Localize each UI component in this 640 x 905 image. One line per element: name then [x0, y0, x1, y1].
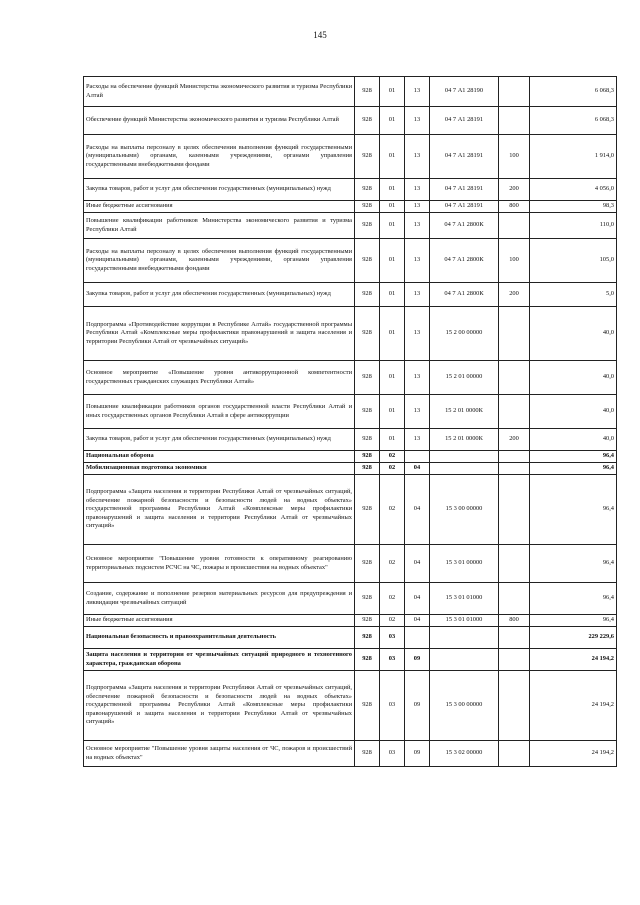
row-target-cell: 04 7 А1 2800К: [430, 239, 499, 283]
row-section-cell: 01: [380, 239, 405, 283]
row-expense-cell: [499, 627, 530, 649]
table-row: [84, 545, 617, 583]
row-code-cell: 928: [355, 451, 380, 463]
row-expense-cell: [499, 583, 530, 615]
row-code-cell: 928: [355, 283, 380, 307]
row-section-cell: 01: [380, 107, 405, 135]
table-row: [84, 213, 617, 239]
row-target-cell: [430, 649, 499, 671]
row-subsection-cell: 13: [405, 429, 430, 451]
row-code-cell: 928: [355, 463, 380, 475]
row-target-cell: 15 2 01 00000: [430, 361, 499, 395]
row-expense-cell: 100: [499, 239, 530, 283]
row-name-cell: Иные бюджетные ассигнования: [84, 201, 355, 213]
row-target-cell: 04 7 А1 28191: [430, 135, 499, 179]
table-row: [84, 671, 617, 741]
row-sum-cell: 229 229,6: [530, 627, 617, 649]
row-name-cell: Национальная оборона: [84, 451, 355, 463]
row-code-cell: 928: [355, 741, 380, 767]
row-code-cell: 928: [355, 429, 380, 451]
row-target-cell: 15 2 00 00000: [430, 307, 499, 361]
row-section-cell: 01: [380, 179, 405, 201]
row-subsection-cell: [405, 627, 430, 649]
row-subsection-cell: 13: [405, 239, 430, 283]
row-code-cell: 928: [355, 239, 380, 283]
row-code-cell: 928: [355, 615, 380, 627]
row-section-cell: 01: [380, 201, 405, 213]
row-target-cell: 04 7 А1 2800К: [430, 283, 499, 307]
table-row: [84, 239, 617, 283]
row-expense-cell: [499, 361, 530, 395]
row-sum-cell: 5,0: [530, 283, 617, 307]
row-name-cell: Национальная безопасность и правоохранительная деятельность: [84, 627, 355, 649]
row-expense-cell: [499, 213, 530, 239]
row-subsection-cell: 13: [405, 179, 430, 201]
table-row: [84, 283, 617, 307]
row-code-cell: 928: [355, 627, 380, 649]
row-sum-cell: 24 194,2: [530, 741, 617, 767]
row-expense-cell: 200: [499, 283, 530, 307]
row-code-cell: 928: [355, 475, 380, 545]
row-section-cell: 01: [380, 429, 405, 451]
row-expense-cell: 100: [499, 135, 530, 179]
table-row: [84, 615, 617, 627]
row-expense-cell: [499, 463, 530, 475]
row-expense-cell: [499, 395, 530, 429]
table-row: [84, 307, 617, 361]
page-number: 145: [313, 30, 327, 40]
row-section-cell: 02: [380, 451, 405, 463]
row-sum-cell: 96,4: [530, 475, 617, 545]
table-row: [84, 475, 617, 545]
row-subsection-cell: 13: [405, 213, 430, 239]
row-code-cell: 928: [355, 135, 380, 179]
row-sum-cell: 40,0: [530, 307, 617, 361]
row-section-cell: 02: [380, 615, 405, 627]
row-expense-cell: [499, 671, 530, 741]
table-row: [84, 107, 617, 135]
row-subsection-cell: 04: [405, 545, 430, 583]
row-sum-cell: 40,0: [530, 395, 617, 429]
row-subsection-cell: 13: [405, 361, 430, 395]
table-row: [84, 451, 617, 463]
table-row: [84, 627, 617, 649]
row-sum-cell: 96,4: [530, 615, 617, 627]
row-subsection-cell: 13: [405, 135, 430, 179]
row-subsection-cell: 09: [405, 671, 430, 741]
row-section-cell: 01: [380, 213, 405, 239]
row-target-cell: 15 3 01 01000: [430, 583, 499, 615]
row-sum-cell: 1 914,0: [530, 135, 617, 179]
row-sum-cell: 4 056,0: [530, 179, 617, 201]
row-section-cell: 02: [380, 475, 405, 545]
row-expense-cell: 800: [499, 201, 530, 213]
row-expense-cell: 800: [499, 615, 530, 627]
row-name-cell: Закупка товаров, работ и услуг для обеспечения государственных (муниципальных) нужд: [84, 429, 355, 451]
row-code-cell: 928: [355, 201, 380, 213]
row-name-cell: Основное мероприятие "Повышение уровня готовности к оперативному реагированию территориальных подсистем РСЧС на ЧС, пожары и происшествия на водных объектах": [84, 545, 355, 583]
row-section-cell: 03: [380, 741, 405, 767]
row-target-cell: 04 7 А1 2800К: [430, 213, 499, 239]
row-target-cell: 04 7 А1 28191: [430, 201, 499, 213]
row-target-cell: 15 2 01 0000К: [430, 429, 499, 451]
row-section-cell: 01: [380, 361, 405, 395]
table-row: [84, 135, 617, 179]
row-subsection-cell: 13: [405, 307, 430, 361]
row-subsection-cell: 13: [405, 395, 430, 429]
row-code-cell: 928: [355, 649, 380, 671]
row-subsection-cell: 04: [405, 615, 430, 627]
row-name-cell: Повышение квалификации работников Министерства экономического развития и туризма Республики Алтай: [84, 213, 355, 239]
row-name-cell: Расходы на выплаты персоналу в целях обеспечения выполнения функций государственными (муниципальными) органами, казенными учреждениями, органами управления государственными внебюджетными фондами: [84, 135, 355, 179]
row-name-cell: Мобилизационная подготовка экономики: [84, 463, 355, 475]
row-sum-cell: 40,0: [530, 429, 617, 451]
row-name-cell: Подпрограмма «Защита населения и территории Республики Алтай от чрезвычайных ситуаций, обеспечение пожарной безопасности и безопасности людей на водных объектах» государственной программы Республики Алтай «Комплексные меры профилактики правонарушений и защита населения и территории Республики Алтай от чрезвычайных ситуаций»: [84, 671, 355, 741]
budget-table: [83, 76, 617, 767]
row-code-cell: 928: [355, 213, 380, 239]
row-section-cell: 02: [380, 463, 405, 475]
row-section-cell: 01: [380, 283, 405, 307]
row-sum-cell: 24 194,2: [530, 671, 617, 741]
row-code-cell: 928: [355, 77, 380, 107]
table-row: [84, 583, 617, 615]
row-sum-cell: 96,4: [530, 451, 617, 463]
row-expense-cell: [499, 741, 530, 767]
row-sum-cell: 105,0: [530, 239, 617, 283]
table-row: [84, 77, 617, 107]
row-name-cell: Основное мероприятие "Повышение уровня защиты населения от ЧС, пожаров и происшествий на водных объектах": [84, 741, 355, 767]
row-section-cell: 01: [380, 395, 405, 429]
row-section-cell: 02: [380, 583, 405, 615]
row-section-cell: 03: [380, 627, 405, 649]
row-target-cell: 04 7 А1 28190: [430, 77, 499, 107]
row-subsection-cell: 04: [405, 463, 430, 475]
row-name-cell: Обеспечение функций Министерства экономического развития и туризма Республики Алтай: [84, 107, 355, 135]
row-name-cell: Основное мероприятие «Повышение уровня антикоррупционной компетентности государственных гражданских служащих Республики Алтай»: [84, 361, 355, 395]
table-row: [84, 463, 617, 475]
row-name-cell: Подпрограмма «Противодействие коррупции в Республике Алтай» государственной программы Республики Алтай «Комплексные меры профилактики правонарушений и защита населения и территории Республики Алтай от чрезвычайных ситуаций»: [84, 307, 355, 361]
row-expense-cell: [499, 107, 530, 135]
row-name-cell: Иные бюджетные ассигнования: [84, 615, 355, 627]
row-sum-cell: 24 194,2: [530, 649, 617, 671]
row-target-cell: 04 7 А1 28191: [430, 179, 499, 201]
row-sum-cell: 96,4: [530, 583, 617, 615]
table-row: [84, 649, 617, 671]
row-sum-cell: 40,0: [530, 361, 617, 395]
row-code-cell: 928: [355, 307, 380, 361]
row-name-cell: Закупка товаров, работ и услуг для обеспечения государственных (муниципальных) нужд: [84, 179, 355, 201]
row-target-cell: 15 2 01 0000К: [430, 395, 499, 429]
row-subsection-cell: 13: [405, 107, 430, 135]
row-sum-cell: 110,0: [530, 213, 617, 239]
budget-table-body: [84, 77, 617, 767]
row-subsection-cell: 13: [405, 283, 430, 307]
row-sum-cell: 6 068,3: [530, 107, 617, 135]
row-section-cell: 01: [380, 135, 405, 179]
row-code-cell: 928: [355, 107, 380, 135]
table-row: [84, 395, 617, 429]
row-name-cell: Подпрограмма «Защита населения и территории Республики Алтай от чрезвычайных ситуаций, обеспечение пожарной безопасности и безопасности людей на водных объектах» государственной программы Республики Алтай «Комплексные меры профилактики правонарушений и защита населения и территории Республики Алтай от чрезвычайных ситуаций»: [84, 475, 355, 545]
row-target-cell: 15 3 01 01000: [430, 615, 499, 627]
row-code-cell: 928: [355, 671, 380, 741]
row-section-cell: 03: [380, 649, 405, 671]
table-row: [84, 429, 617, 451]
table-row: [84, 361, 617, 395]
row-code-cell: 928: [355, 545, 380, 583]
row-subsection-cell: 13: [405, 201, 430, 213]
table-row: [84, 201, 617, 213]
row-code-cell: 928: [355, 395, 380, 429]
row-name-cell: Повышение квалификации работников органов государственной власти Республики Алтай и иных государственных органов Республики Алтай в сфере антикоррупции: [84, 395, 355, 429]
row-subsection-cell: [405, 451, 430, 463]
row-expense-cell: [499, 451, 530, 463]
row-expense-cell: [499, 307, 530, 361]
row-sum-cell: 96,4: [530, 463, 617, 475]
table-row: [84, 179, 617, 201]
row-expense-cell: [499, 77, 530, 107]
row-name-cell: Создание, содержание и пополнение резервов материальных ресурсов для предупреждения и ликвидации чрезвычайных ситуаций: [84, 583, 355, 615]
row-subsection-cell: 04: [405, 475, 430, 545]
row-target-cell: [430, 627, 499, 649]
row-code-cell: 928: [355, 361, 380, 395]
row-subsection-cell: 09: [405, 649, 430, 671]
row-section-cell: 01: [380, 77, 405, 107]
row-name-cell: Защита населения и территории от чрезвычайных ситуаций природного и техногенного характера, гражданская оборона: [84, 649, 355, 671]
row-sum-cell: 98,3: [530, 201, 617, 213]
row-subsection-cell: 13: [405, 77, 430, 107]
row-subsection-cell: 09: [405, 741, 430, 767]
row-name-cell: Расходы на обеспечение функций Министерства экономического развития и туризма Республики Алтай: [84, 77, 355, 107]
row-target-cell: [430, 463, 499, 475]
row-target-cell: 04 7 А1 28191: [430, 107, 499, 135]
row-expense-cell: [499, 545, 530, 583]
row-code-cell: 928: [355, 583, 380, 615]
row-target-cell: [430, 451, 499, 463]
row-name-cell: Закупка товаров, работ и услуг для обеспечения государственных (муниципальных) нужд: [84, 283, 355, 307]
row-subsection-cell: 04: [405, 583, 430, 615]
row-expense-cell: 200: [499, 179, 530, 201]
row-section-cell: 03: [380, 671, 405, 741]
table-row: [84, 741, 617, 767]
row-expense-cell: [499, 649, 530, 671]
row-sum-cell: 96,4: [530, 545, 617, 583]
row-target-cell: 15 3 02 00000: [430, 741, 499, 767]
row-code-cell: 928: [355, 179, 380, 201]
row-target-cell: 15 3 01 00000: [430, 545, 499, 583]
row-target-cell: 15 3 00 00000: [430, 475, 499, 545]
row-name-cell: Расходы на выплаты персоналу в целях обеспечения выполнения функций государственными (муниципальными) органами, казенными учреждениями, органами управления государственными внебюджетными фондами: [84, 239, 355, 283]
row-sum-cell: 6 068,3: [530, 77, 617, 107]
row-expense-cell: [499, 475, 530, 545]
row-section-cell: 02: [380, 545, 405, 583]
row-target-cell: 15 3 00 00000: [430, 671, 499, 741]
row-expense-cell: 200: [499, 429, 530, 451]
row-section-cell: 01: [380, 307, 405, 361]
